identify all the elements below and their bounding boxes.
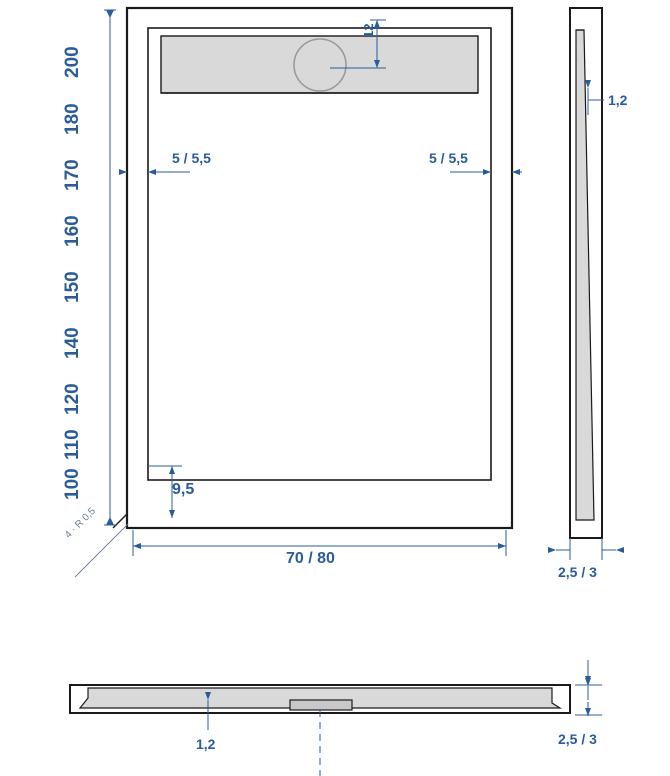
scale-label-110: 110 [62,429,83,460]
section-view [70,660,602,776]
dim-label-radius: 4 · R 0,5 [63,505,98,541]
dim-label-side-thickness-top: 1,2 [608,92,628,108]
dim-label-section-thickness-top: 1,2 [196,736,216,752]
dim-label-left-gap: 5 / 5,5 [172,150,211,166]
dim-label-bottom-offset: 9,5 [172,481,195,498]
scale-label-140: 140 [62,327,83,359]
scale-label-160: 160 [62,215,83,247]
dim-label-section-thickness-bottom: 2,5 / 3 [558,731,597,747]
dim-label-width: 70 / 80 [286,550,335,567]
dim-label-right-gap: 5 / 5,5 [429,150,468,166]
scale-label-120: 120 [62,383,83,415]
scale-label-170: 170 [62,159,83,191]
side-view [556,8,616,560]
plan-view [75,8,512,577]
vertical-scale-axis [104,10,116,525]
dim-label-side-thickness-bottom: 2,5 / 3 [558,564,597,580]
scale-label-100: 100 [62,468,83,500]
scale-label-150: 150 [62,271,83,303]
dim-label-drain-depth: 12 [361,23,376,38]
scale-label-200: 200 [62,46,83,78]
scale-label-180: 180 [62,103,83,135]
